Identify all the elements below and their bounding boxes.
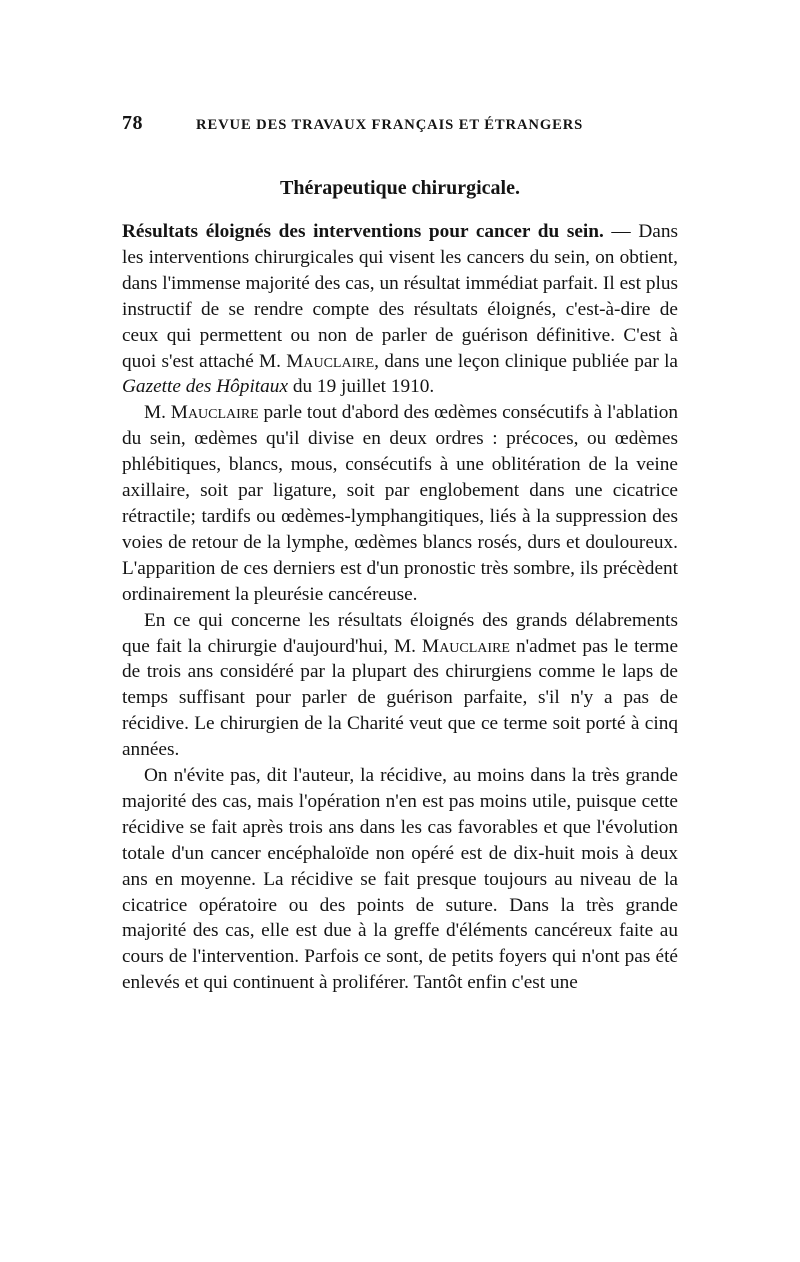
paragraph-2-text-b: parle tout d'abord des œdèmes consécutifs à l'ablation du sein, œdèmes qu'il divise en deux ordres : précoces, ou œdèmes phlébitiques, blancs, mous, consécutifs à une oblitération de la veine axillaire, soit par ligature, soit par englobement dans une cicatrice rétractile; tardifs ou œdèmes-lymphangitiques, liés à la suppression des voies de retour de la lymphe, œdèmes blancs rosés, durs et douloureux. L'apparition de ces derniers est d'un pronostic très sombre, ils précèdent ordinairement la pleurésie cancéreuse. (122, 402, 678, 605)
journal-reference: Gazette des Hôpitaux (122, 376, 288, 398)
page-number: 78 (122, 112, 143, 134)
author-name: Mauclaire (286, 350, 375, 372)
paragraph-1 (122, 219, 678, 400)
paragraph-3 (122, 608, 678, 763)
paragraph-3-text-a: En ce qui concerne les résultats éloignés des grands délabrements que fait la chirurgie d'aujourd'hui, M. (122, 609, 678, 657)
section-title: Thérapeutique chirurgicale. (280, 177, 520, 199)
paragraph-1-text-a: — Dans les interventions chirurgicales qui visent les cancers du sein, on obtient, dans l'immense majorité des cas, un résultat immédiat parfait. Il est plus instructif de se rendre compte des résultats éloignés, c'est-à-dire de ceux qui permettent ou non de parler de guérison définitive. C'est à quoi s'est attaché M. (122, 221, 678, 372)
paragraph-2 (122, 400, 678, 607)
running-header (122, 112, 678, 142)
author-name: Mauclaire (170, 402, 259, 424)
document-page (122, 112, 678, 996)
paragraph-2-text-a: M. (144, 402, 171, 424)
paragraph-1-text-c: du 19 juillet 1910. (288, 376, 435, 398)
paragraph-4: On n'évite pas, dit l'auteur, la récidive, au moins dans la très grande majorité des cas, mais l'opération n'en est pas moins utile, puisque cette récidive se fait après trois ans dans les cas favorables et que l'évolution totale d'un cancer encéphaloïde non opéré est de dix-huit mois à deux ans en moyenne. La récidive se fait presque toujours au niveau de la cicatrice opératoire ou des points de suture. Dans la très grande majorité des cas, elle est due à la greffe d'éléments cancéreux faite au cours de l'intervention. Parfois ce sont, de petits foyers qui n'ont pas été enlevés et qui continuent à proliférer. Tantôt enfin c'est une (122, 765, 678, 994)
article-title: Résultats éloignés des interventions pour cancer du sein. (122, 221, 604, 242)
paragraph-1-text-b: , dans une leçon clinique publiée par la (374, 350, 678, 372)
paragraph-3-text-b: n'admet pas le terme de trois ans considéré par la plupart des chirurgiens comme le laps de temps suffisant pour parler de guérison parfaite, s'il n'y a pas de récidive. Le chirurgien de la Charité veut que ce terme soit porté à cinq années. (122, 635, 678, 761)
author-name: Mauclaire (422, 635, 510, 657)
journal-title: REVUE DES TRAVAUX FRANÇAIS ET ÉTRANGERS (196, 117, 584, 133)
